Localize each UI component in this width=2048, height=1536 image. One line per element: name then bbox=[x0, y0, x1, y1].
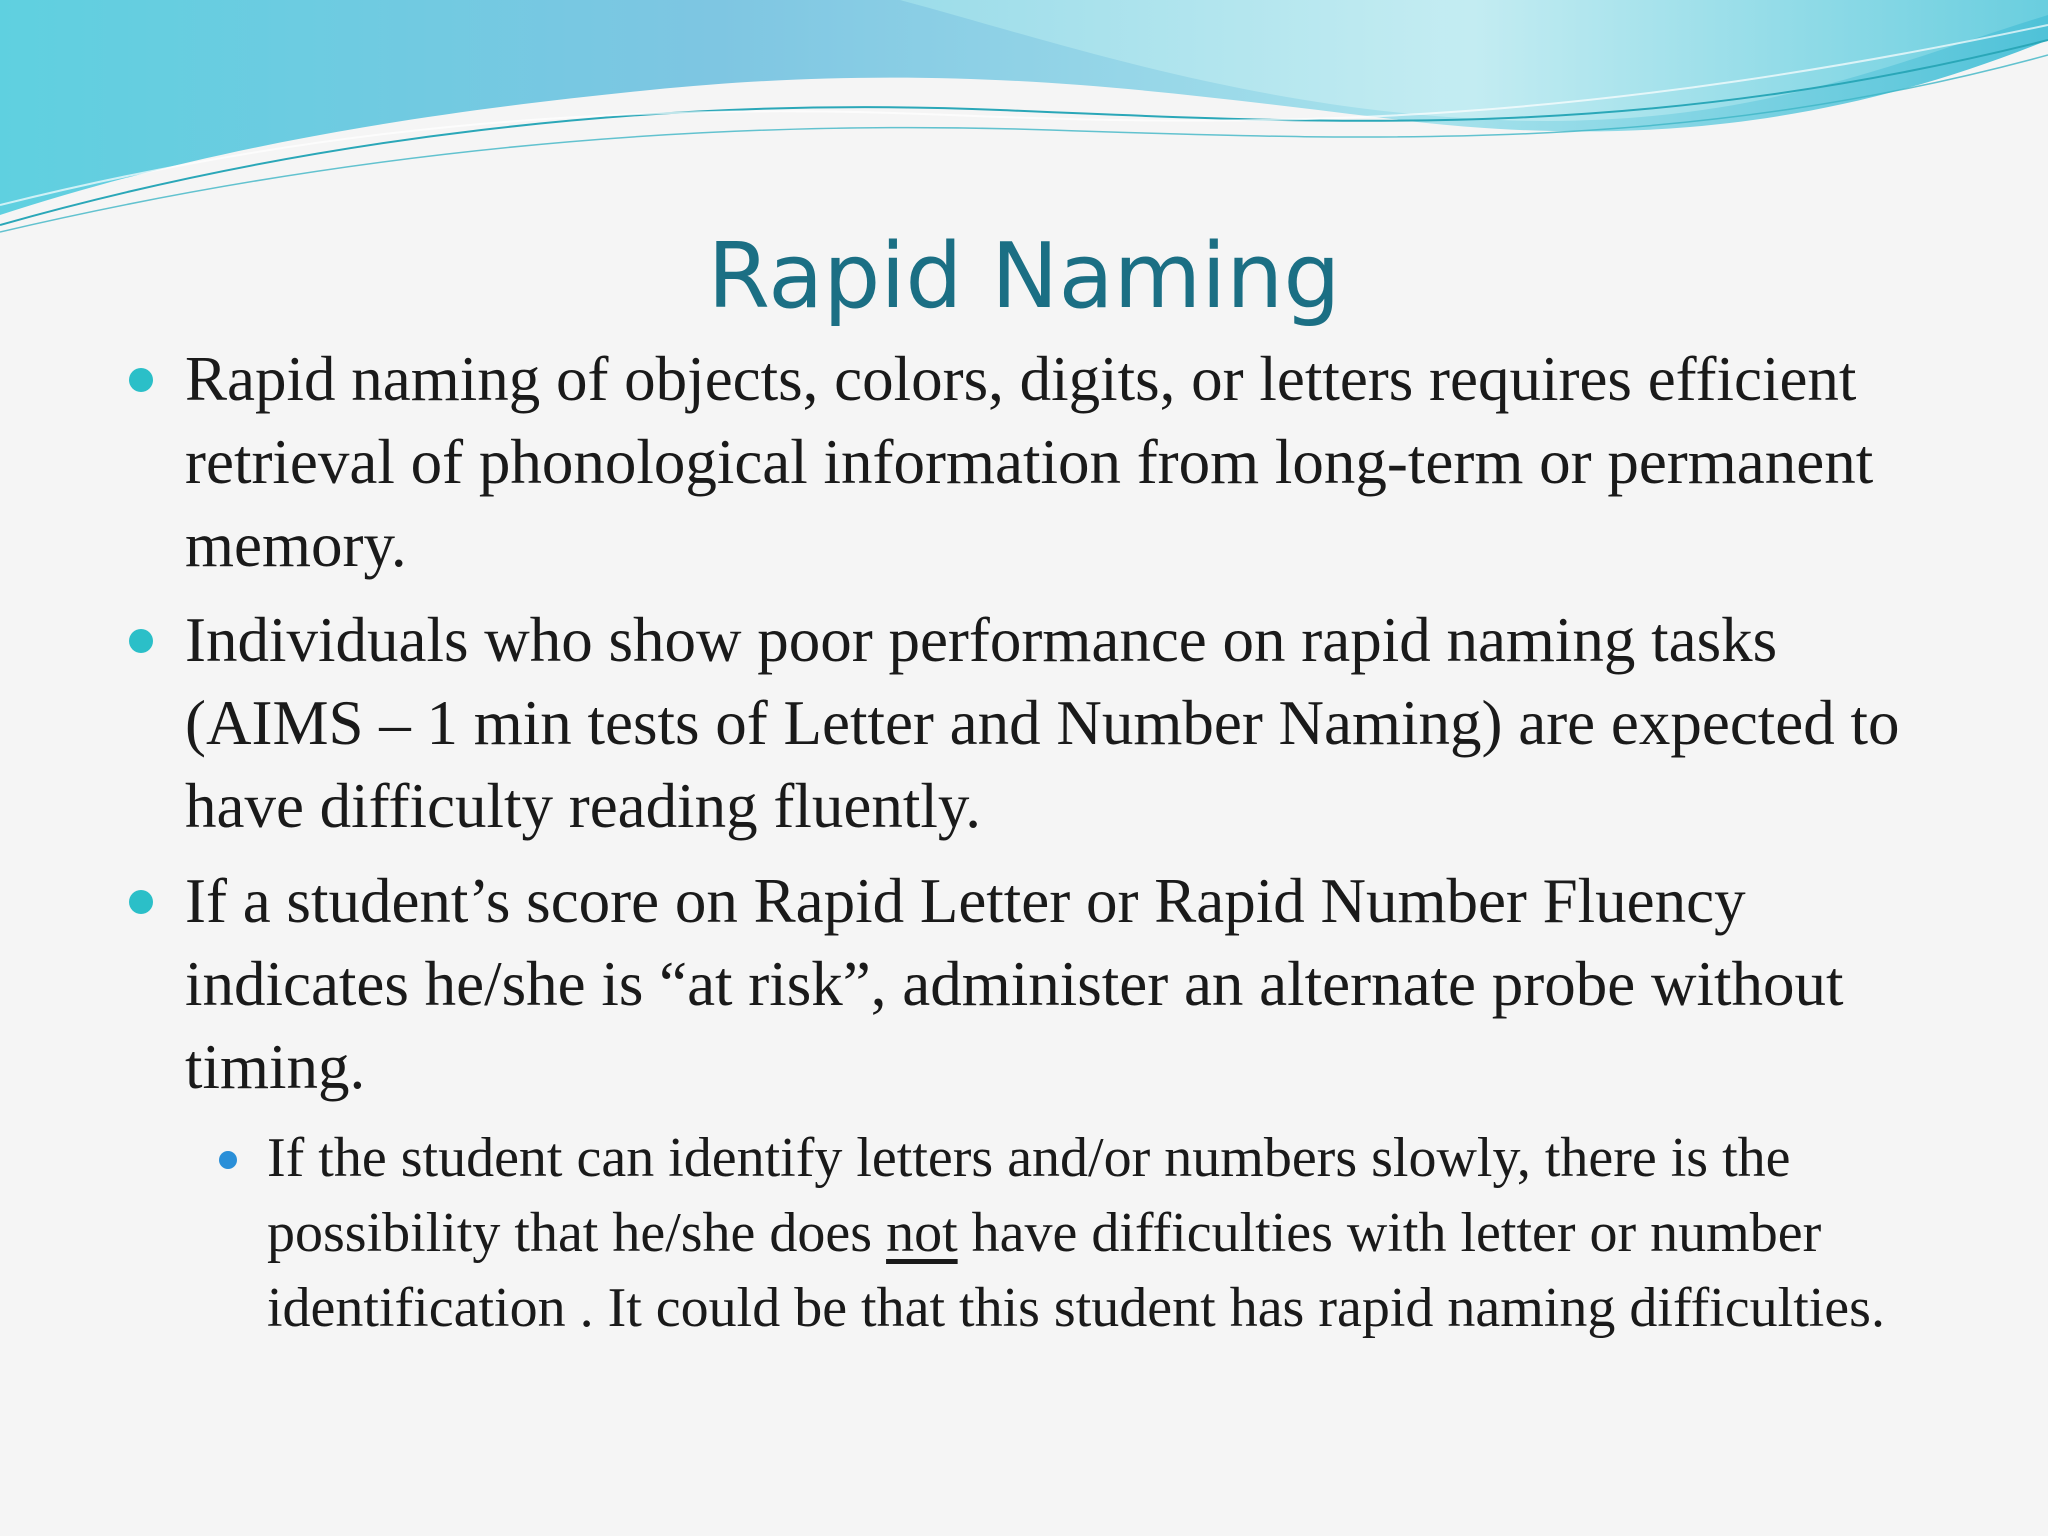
slide-title: Rapid Naming bbox=[707, 224, 1341, 329]
sub-bullet-text-part1: If the student can identify letters and/or numbers slowly, there is the possibility that he/she does bbox=[267, 1127, 1791, 1264]
bullet-list bbox=[125, 338, 1955, 1346]
bullet-text: Individuals who show poor performance on rapid naming tasks (AIMS – 1 min tests of Letter and Number Naming) are expected to have difficulty reading fluently. bbox=[185, 605, 1900, 841]
sub-bullet-text-part2: have difficulties with letter or number identification . It could be that this student has rapid naming difficulties. bbox=[267, 1202, 1885, 1339]
bullet-item bbox=[125, 338, 1955, 587]
bullet-dot-icon bbox=[129, 368, 153, 392]
wave-header-decoration bbox=[0, 0, 2048, 240]
sub-bullet-underlined-word: not bbox=[886, 1202, 958, 1264]
sub-bullet-item bbox=[267, 1121, 1955, 1346]
sub-bullet-dot-icon bbox=[219, 1151, 237, 1169]
bullet-text: If a student’s score on Rapid Letter or Rapid Number Fluency indicates he/she is “at risk”, administer an alternate probe without timing. bbox=[185, 866, 1844, 1102]
bullet-text: Rapid naming of objects, colors, digits, or letters requires efficient retrieval of phonological information from long-term or permanent memory. bbox=[185, 344, 1874, 580]
bullet-dot-icon bbox=[129, 890, 153, 914]
bullet-item bbox=[125, 599, 1955, 848]
bullet-dot-icon bbox=[129, 629, 153, 653]
bullet-item bbox=[125, 860, 1955, 1109]
